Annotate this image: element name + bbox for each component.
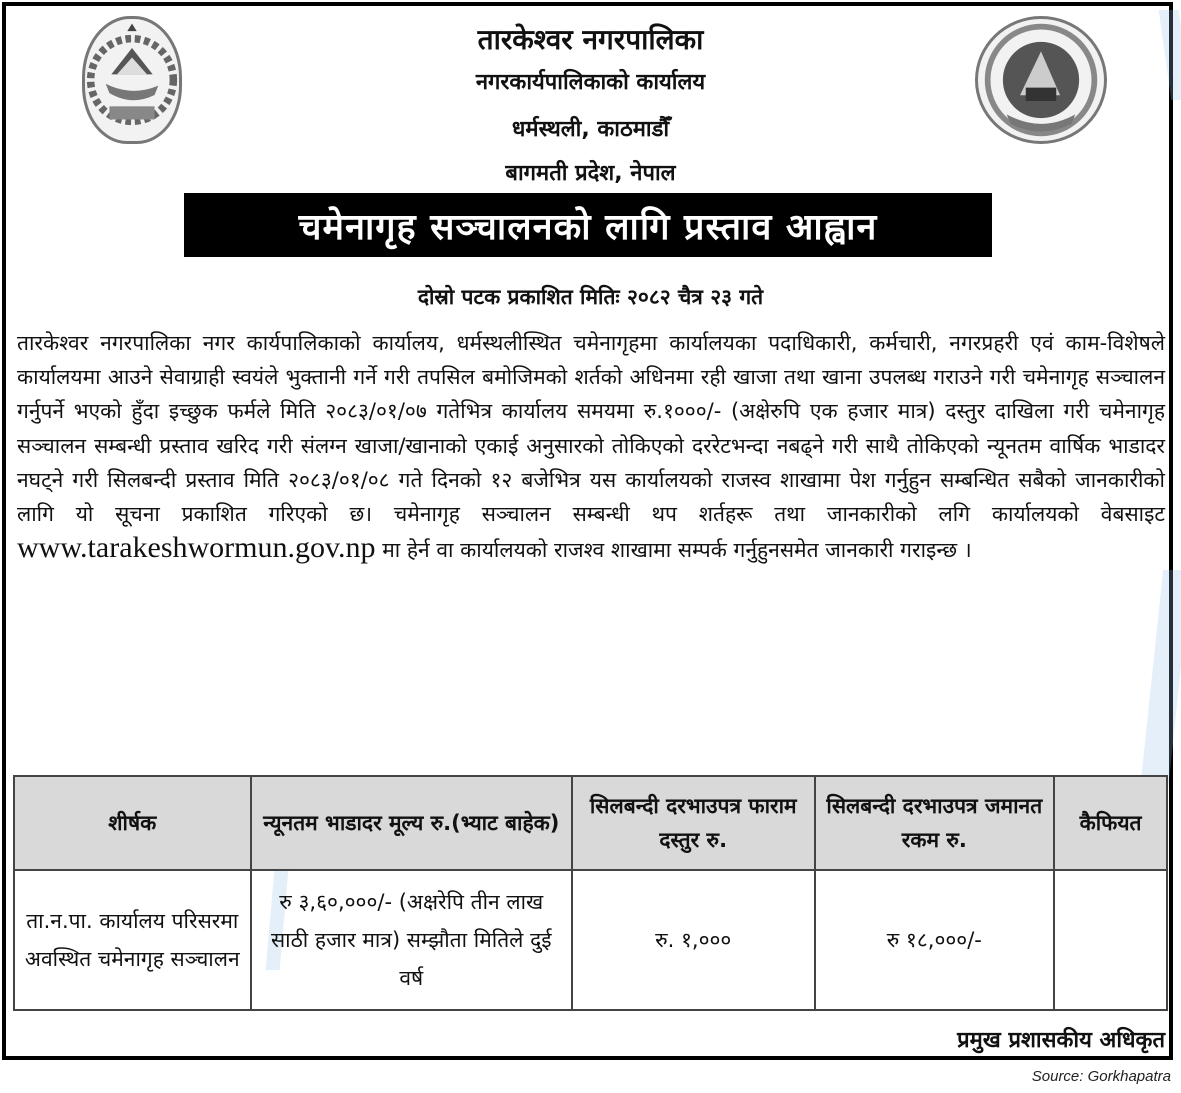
header-remarks: कैफियत	[1054, 776, 1167, 870]
website-link[interactable]: www.tarakeshwormun.gov.np	[17, 531, 376, 565]
office-province: बागमती प्रदेश, नेपाल	[505, 161, 676, 186]
org-name: तारकेश्वर नगरपालिका	[477, 23, 704, 56]
details-table	[13, 775, 1168, 1011]
notice-body	[17, 326, 1165, 567]
source-credit: Source: Gorkhapatra	[1031, 1068, 1171, 1085]
notice-body-part1: तारकेश्वर नगरपालिका नगर कार्यपालिकाको कार्यालय, धर्मस्थलीस्थित चमेनागृहमा कार्यालयका पदाधिकारी, कर्मचारी, नगरप्रहरी एवं काम-विशेषले कार्यालयमा आउने सेवाग्राही स्वयंले भुक्तानी गर्ने गरी तपसिल बमोजिमको शर्तको अधिनमा रही खाजा तथा खाना उपलब्ध गराउने गरी चमेनागृह सञ्चालन गर्नुपर्ने भएको हुँदा इच्छुक फर्मले मिति २०८३/०१/०७ गतेभित्र कार्यालय समयमा रु.१०००/- (अक्षेरुपि एक हजार मात्र) दस्तुर दाखिला गरी चमेनागृह सञ्चालन सम्बन्धी प्रस्ताव खरिद गरी संलग्न खाजा/खानाको एकाई अनुसारको तोकिएको दररेटभन्दा नबढ्ने गरी साथै तोकिएको न्यूनतम वार्षिक भाडादर नघट्ने गरी सिलबन्दी प्रस्ताव मिति २०८३/०१/०८ गते दिनको १२ बजेभित्र यस कार्यालयको राजस्व शाखामा पेश गर्नुहुन सम्बन्धित सबैको जानकारीको लागि यो सूचना प्रकाशित गरिएको छ। चमेनागृह सञ्चालन सम्बन्धी थप शर्तहरू तथा जानकारीको लगि कार्यालयको वेबसाइट	[17, 331, 1165, 527]
notice-title-text: चमेनागृह सञ्चालनको लागि प्रस्ताव आह्वान	[298, 206, 878, 248]
header-min-rent: न्यूनतम भाडादर मूल्य रु.(भ्याट बाहेक)	[251, 776, 572, 870]
cell-security-deposit: रु १८,०००/-	[815, 870, 1055, 1010]
cell-remarks	[1054, 870, 1167, 1010]
notice-title	[184, 193, 992, 257]
header-security-deposit: सिलबन्दी दरभाउपत्र जमानत रकम रु.	[815, 776, 1055, 870]
header-title: शीर्षक	[14, 776, 251, 870]
office-name: नगरकार्यपालिकाको कार्यालय	[475, 70, 706, 95]
office-location: धर्मस्थली, काठमाडौँ	[511, 117, 670, 142]
cell-min-rent: रु ३,६०,०००/- (अक्षरेपि तीन लाख साठी हजार मात्र) सम्झौता मितिले दुई वर्ष	[251, 870, 572, 1010]
notice-body-part2: मा हेर्न वा कार्यालयको राजश्व शाखामा सम्पर्क गर्नुहुनसमेत जानकारी गराइन्छ ।	[375, 538, 972, 563]
table-header-row	[14, 776, 1167, 870]
signature: प्रमुख प्रशासकीय अधिकृत	[957, 1028, 1165, 1053]
table-row	[14, 870, 1167, 1010]
cell-form-fee: रु. १,०००	[572, 870, 815, 1010]
publish-date: दोस्रो पटक प्रकाशित मितिः २०८२ चैत्र २३ गते	[417, 285, 764, 309]
header-form-fee: सिलबन्दी दरभाउपत्र फाराम दस्तुर रु.	[572, 776, 815, 870]
cell-title: ता.न.पा. कार्यालय परिसरमा अवस्थित चमेनागृह सञ्चालन	[14, 870, 251, 1010]
